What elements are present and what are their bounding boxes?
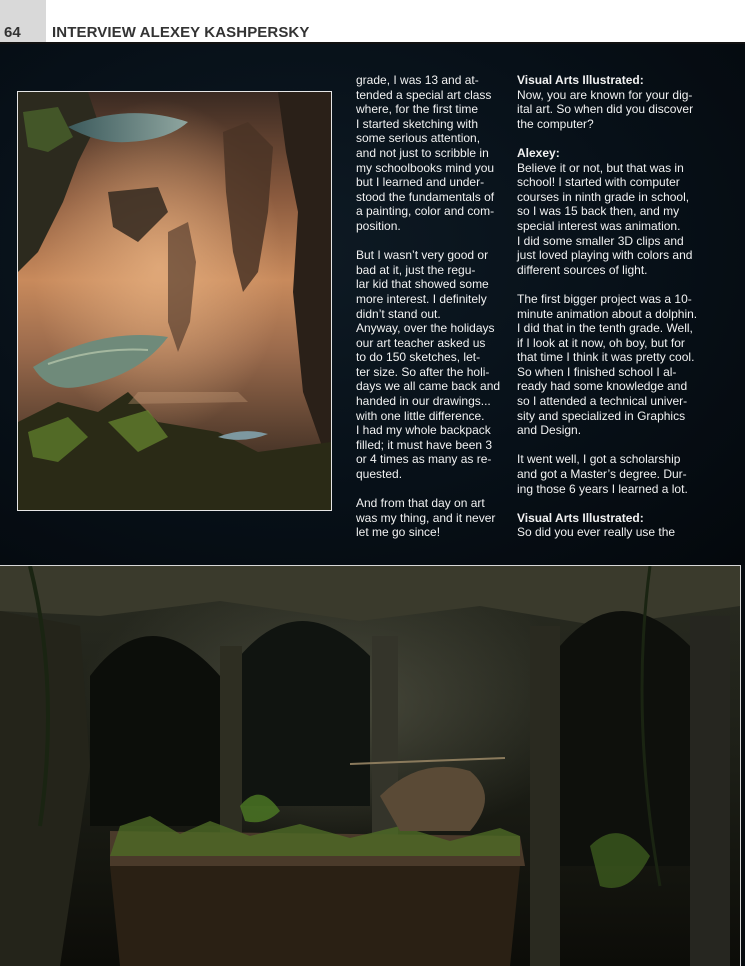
speaker-label: Visual Arts Illustrated: xyxy=(517,73,644,87)
speaker-label: Visual Arts Illustrated: xyxy=(517,510,644,525)
article-column-1 xyxy=(356,73,502,540)
interview-answer: Believe it or not, but that was in school! I started with computer courses in ninth grade in school, so I was 15 back then, and my special interest was animation. I did some smaller 3D clips and just loved playing with colors and different sources of light. xyxy=(517,160,693,277)
speaker-label: Alexey: xyxy=(517,145,560,160)
interview-question: Now, you are known for your dig- ital art. So when did you discover the computer? xyxy=(517,87,694,131)
page-number: 64 xyxy=(4,24,21,41)
page-header xyxy=(0,0,745,44)
floating-islands-artwork xyxy=(17,91,332,511)
article-title: INTERVIEW ALEXEY KASHPERSKY xyxy=(52,24,310,41)
interview-answer: The first bigger project was a 10- minute animation about a dolphin. I did that in the tenth grade. Well, if I look at it now, oh boy, but for that time I think it was pretty cool. So when I finished school I al- ready had some knowledge and so I attended a technical univer- sity and specialized in Graphics and Design. xyxy=(517,291,698,438)
paragraph: grade, I was 13 and at- tended a special art class where, for the first time I started sketching with some serious attention, and not just to scribble in my schoolbooks mind you but I learned and under- stood the fundamentals of a painting, color and com- position. xyxy=(356,73,495,233)
paragraph: But I wasn’t very good or bad at it, just the regu- lar kid that showed some more interest. I definitely didn’t stand out. Anyway, over the holidays our art teacher asked us to do 150 sketches, let- ter size. So after the holi- days we all came back and handed in our drawings... with one little difference. I had my whole backpack filled; it must have been 3 or 4 times as many as re- quested. xyxy=(356,248,501,482)
page-number-box xyxy=(0,0,46,42)
interview-question: So did you ever really use the xyxy=(517,525,676,540)
paragraph: And from that day on art was my thing, and it never let me go since! xyxy=(356,496,496,540)
interview-answer: It went well, I got a scholarship and got a Master’s degree. Dur- ing those 6 years I learned a lot. xyxy=(517,452,688,496)
ruins-artwork xyxy=(0,565,741,966)
article-column-2 xyxy=(517,73,705,540)
